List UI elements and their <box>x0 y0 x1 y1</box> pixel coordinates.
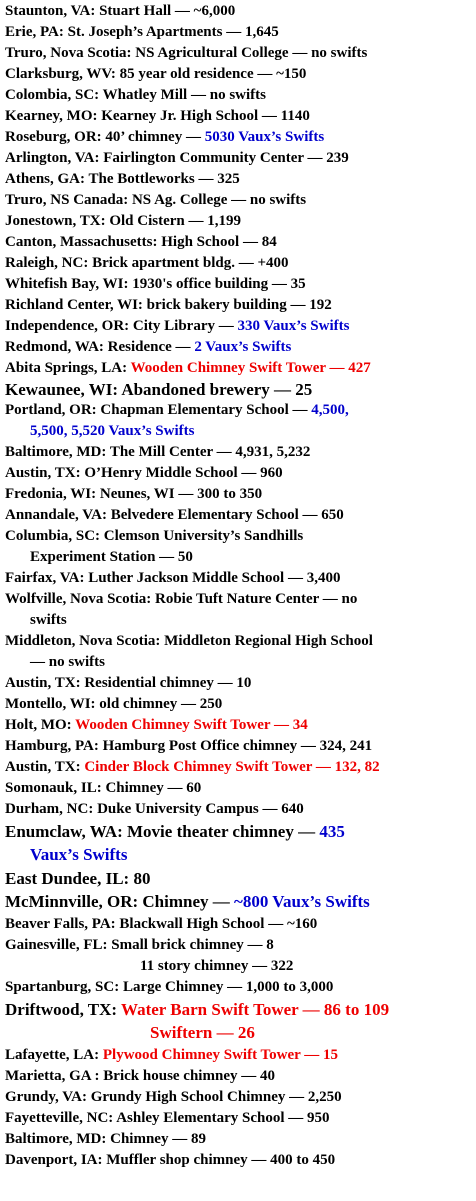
list-item-highlight: Cinder Block Chimney Swift Tower — 132, 82 <box>84 759 380 775</box>
list-item-text: Whitefish Bay, WI: 1930's office building — 35 <box>5 276 306 292</box>
list-item <box>30 844 127 865</box>
list-item-text: Fayetteville, NC: Ashley Elementary School — 950 <box>5 1110 330 1126</box>
list-item <box>5 1045 338 1066</box>
list-item <box>5 106 310 127</box>
list-item <box>5 891 370 912</box>
list-item-text: Davenport, IA: Muffler shop chimney — 400 to 450 <box>5 1152 336 1168</box>
list-item-text: 11 story chimney — 322 <box>140 958 294 974</box>
list-item-text: Durham, NC: Duke University Campus — 640 <box>5 801 304 817</box>
list-item <box>150 1022 255 1043</box>
list-item-text: Grundy, VA: Grundy High School Chimney — 2,250 <box>5 1089 342 1105</box>
list-item-text: Truro, Nova Scotia: NS Agricultural College — no swifts <box>5 45 368 61</box>
list-item <box>5 1066 275 1087</box>
list-item-text: Gainesville, FL: Small brick chimney — 8 <box>5 937 274 953</box>
list-item <box>5 935 274 956</box>
list-item-text: Spartanburg, SC: Large Chimney — 1,000 to 3,000 <box>5 979 334 995</box>
list-item-highlight: 330 Vaux’s Swifts <box>237 318 350 334</box>
list-item-highlight: Wooden Chimney Swift Tower — 427 <box>130 360 371 376</box>
list-item-text: Independence, OR: City Library — <box>5 318 238 334</box>
list-item-text: Abita Springs, LA: <box>5 360 131 376</box>
list-item-highlight: Vaux’s Swifts <box>30 845 128 864</box>
list-item-text: Kearney, MO: Kearney Jr. High School — 1140 <box>5 108 310 124</box>
list-item <box>5 337 291 358</box>
list-item <box>5 1 235 22</box>
list-item-text: Driftwood, TX: <box>5 1000 122 1019</box>
list-item <box>5 358 371 379</box>
list-item-highlight: 435 <box>319 822 345 841</box>
list-item <box>5 1087 342 1108</box>
list-item <box>30 652 105 673</box>
list-item-text: McMinnville, OR: Chimney — <box>5 892 235 911</box>
list-item <box>5 999 389 1020</box>
list-item-text: Montello, WI: old chimney — 250 <box>5 696 223 712</box>
list-item <box>5 799 304 820</box>
list-item-text: Richland Center, WI: brick bakery building — 192 <box>5 297 332 313</box>
list-item <box>5 463 283 484</box>
list-item <box>5 1108 330 1129</box>
list-item <box>5 505 344 526</box>
list-item <box>5 169 240 190</box>
list-item-text: Austin, TX: O’Henry Middle School — 960 <box>5 465 283 481</box>
list-item <box>30 421 194 442</box>
list-item <box>5 868 150 889</box>
list-item-text: Austin, TX: <box>5 759 85 775</box>
list-item-highlight: 5,500, 5,520 Vaux’s Swifts <box>30 423 195 439</box>
list-item-highlight: Plywood Chimney Swift Tower — 15 <box>102 1047 339 1063</box>
list-item-text: Middleton, Nova Scotia: Middleton Regional High School <box>5 633 373 649</box>
list-item <box>5 22 279 43</box>
list-item-text: Fairfax, VA: Luther Jackson Middle School — 3,400 <box>5 570 341 586</box>
list-item <box>30 610 67 631</box>
list-item-text: Baltimore, MD: The Mill Center — 4,931, 5,232 <box>5 444 311 460</box>
list-item <box>5 1129 206 1150</box>
list-item-text: Wolfville, Nova Scotia: Robie Tuft Nature Center — no <box>5 591 358 607</box>
list-item <box>5 568 340 589</box>
list-item-text: Raleigh, NC: Brick apartment bldg. — +400 <box>5 255 289 271</box>
list-item-highlight: Wooden Chimney Swift Tower — 34 <box>75 717 308 733</box>
list-item <box>5 316 349 337</box>
list-item <box>5 821 345 842</box>
list-item <box>5 211 241 232</box>
list-item-text: Baltimore, MD: Chimney — 89 <box>5 1131 206 1147</box>
list-item-text: Roseburg, OR: 40’ chimney — <box>5 129 205 145</box>
list-item-text: Portland, OR: Chapman Elementary School — <box>5 402 312 418</box>
list-item <box>5 148 349 169</box>
list-item-text: Truro, NS Canada: NS Ag. College — no swifts <box>5 192 307 208</box>
list-item <box>30 547 193 568</box>
list-item-text: Jonestown, TX: Old Cistern — 1,199 <box>5 213 241 229</box>
list-item <box>5 715 308 736</box>
list-item-text: Somonauk, IL: Chimney — 60 <box>5 780 202 796</box>
list-item-text: Experiment Station — 50 <box>30 549 193 565</box>
list-item-text: Lafayette, LA: <box>5 1047 103 1063</box>
list-item-text: Marietta, GA : Brick house chimney — 40 <box>5 1068 275 1084</box>
list-item <box>5 1150 335 1171</box>
list-item-highlight: Water Barn Swift Tower — 86 to 109 <box>121 1000 390 1019</box>
list-item <box>5 400 349 421</box>
list-item-text: Kewaunee, WI: Abandoned brewery — 25 <box>5 380 313 399</box>
list-item <box>5 442 310 463</box>
list-item-text: East Dundee, IL: 80 <box>5 869 151 888</box>
list-item-text: Clarksburg, WV: 85 year old residence — ~150 <box>5 66 307 82</box>
list-item <box>5 64 306 85</box>
list-item-highlight: 2 Vaux’s Swifts <box>194 339 292 355</box>
list-item-highlight: 4,500, <box>311 402 349 418</box>
list-item-highlight: ~800 Vaux’s Swifts <box>234 892 370 911</box>
list-item-text: Fredonia, WI: Neunes, WI — 300 to 350 <box>5 486 263 502</box>
list-item <box>5 589 357 610</box>
list-item <box>5 274 306 295</box>
list-item-text: Erie, PA: St. Joseph’s Apartments — 1,645 <box>5 24 279 40</box>
list-item <box>5 232 277 253</box>
list-item-text: Hamburg, PA: Hamburg Post Office chimney — 324, 241 <box>5 738 373 754</box>
list-item <box>5 379 312 400</box>
list-item <box>5 484 262 505</box>
list-item <box>140 956 293 977</box>
list-item <box>5 631 373 652</box>
list-item <box>5 736 372 757</box>
chimney-swift-roost-list <box>0 1 476 1201</box>
list-item <box>5 914 317 935</box>
list-item-text: Austin, TX: Residential chimney — 10 <box>5 675 252 691</box>
list-item-text: Enumclaw, WA: Movie theater chimney — <box>5 822 320 841</box>
list-item-text: Staunton, VA: Stuart Hall — ~6,000 <box>5 3 236 19</box>
list-item-text: Annandale, VA: Belvedere Elementary School — 650 <box>5 507 344 523</box>
list-item <box>5 977 333 998</box>
list-item-text: Beaver Falls, PA: Blackwall High School — ~160 <box>5 916 318 932</box>
list-item-text: Canton, Massachusetts: High School — 84 <box>5 234 277 250</box>
list-item-text: swifts <box>30 612 67 628</box>
list-item <box>5 295 332 316</box>
list-item <box>5 43 367 64</box>
list-item-text: Holt, MO: <box>5 717 76 733</box>
list-item-text: Arlington, VA: Fairlington Community Center — 239 <box>5 150 349 166</box>
list-item-text: Colombia, SC: Whatley Mill — no swifts <box>5 87 266 103</box>
list-item <box>5 85 266 106</box>
list-item <box>5 778 201 799</box>
list-item <box>5 694 222 715</box>
list-item-text: — no swifts <box>30 654 106 670</box>
list-item-highlight: 5030 Vaux’s Swifts <box>204 129 325 145</box>
list-item-text: Athens, GA: The Bottleworks — 325 <box>5 171 240 187</box>
list-item-text: Redmond, WA: Residence — <box>5 339 195 355</box>
list-item <box>5 190 306 211</box>
list-item <box>5 673 251 694</box>
list-item <box>5 127 324 148</box>
list-item <box>5 526 303 547</box>
list-item-highlight: Swiftern — 26 <box>150 1023 255 1042</box>
list-item <box>5 757 380 778</box>
list-item-text: Columbia, SC: Clemson University’s Sandhills <box>5 528 304 544</box>
list-item <box>5 253 289 274</box>
